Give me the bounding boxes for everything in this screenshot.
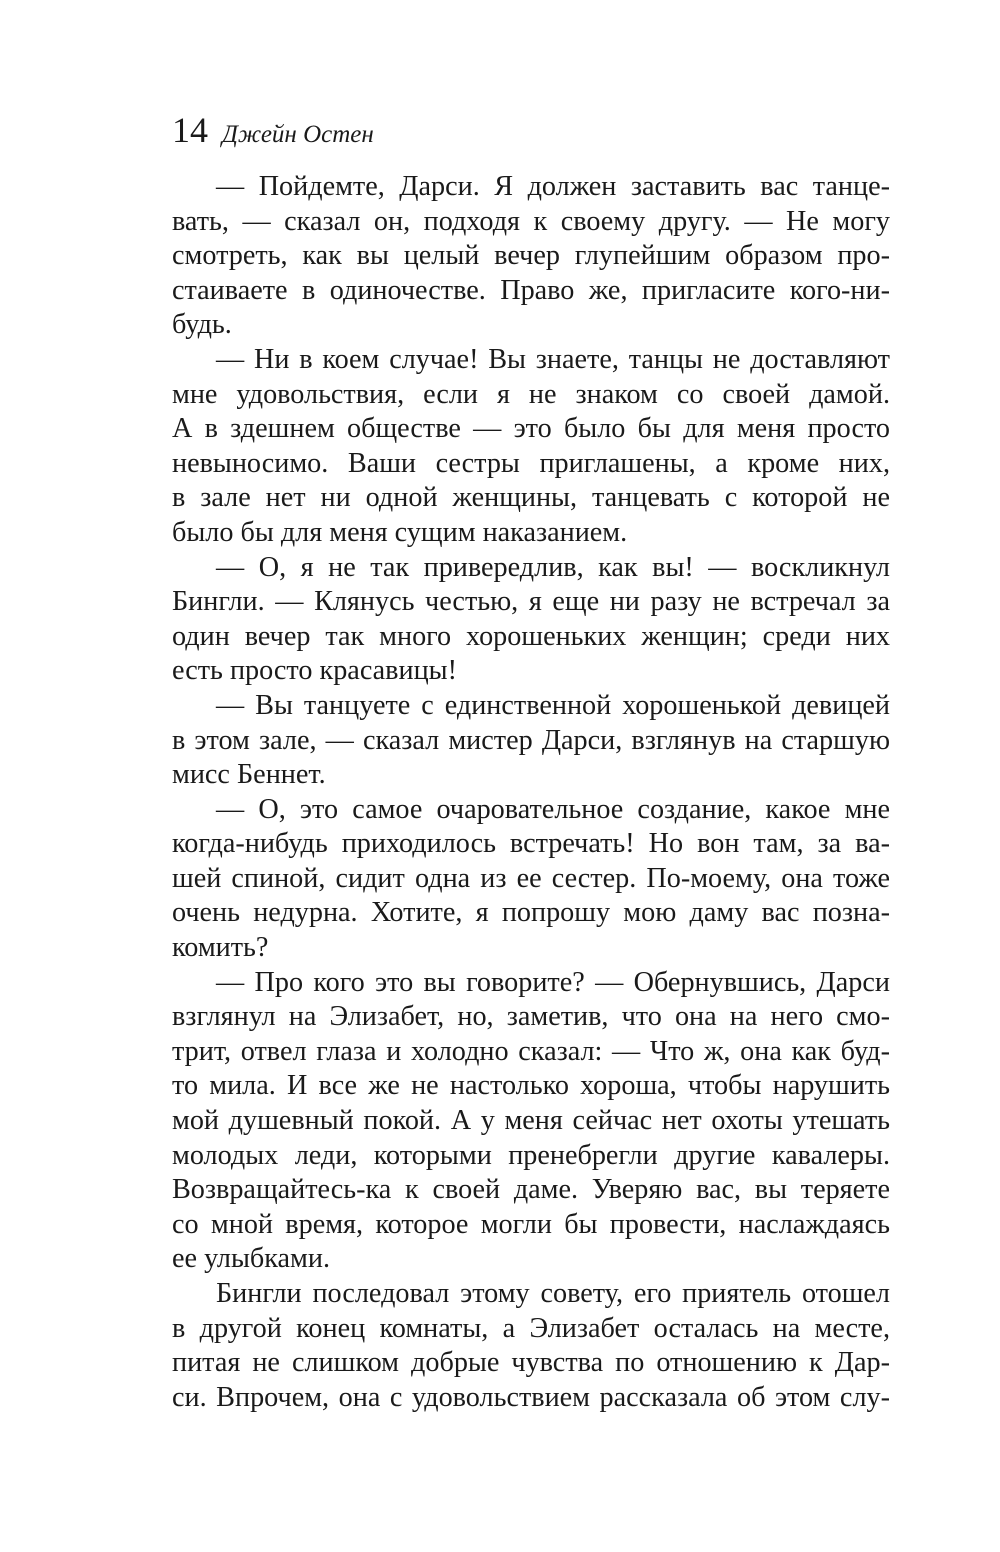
paragraph	[172, 551, 890, 689]
text-line: Возвращайтесь-ка к своей даме. Уверяю вас, вы теряете	[172, 1174, 890, 1206]
text-line: Бингли последовал этому совету, его приятель отошел	[216, 1278, 890, 1309]
text-line: вать, — сказал он, подходя к своему другу. — Не могу	[172, 205, 890, 237]
text-line: А в здешнем обществе — это было бы для меня просто	[172, 413, 890, 445]
text-line: мисс Беннет.	[172, 759, 326, 791]
text-line: ее улыбками.	[172, 1243, 331, 1275]
text-line: — Пойдемте, Дарси. Я должен заставить вас танце-	[216, 171, 890, 202]
text-line: очень недурна. Хотите, я попрошу мою даму вас позна-	[172, 897, 890, 929]
paragraph	[172, 793, 890, 966]
paragraph	[172, 170, 890, 343]
text-line: смотреть, как вы целый вечер глупейшим образом про-	[172, 240, 890, 272]
paragraph	[172, 343, 890, 551]
text-line: — Ни в коем случае! Вы знаете, танцы не доставляют	[216, 343, 890, 375]
text-line: когда-нибудь приходилось встречать! Но вон там, за ва-	[172, 828, 890, 860]
body-text	[172, 170, 890, 1415]
text-line: комить?	[172, 932, 269, 964]
text-line: мой душевный покой. А у меня сейчас нет охоты утешать	[172, 1105, 890, 1137]
text-line: было бы для меня сущим наказанием.	[172, 516, 628, 548]
text-line: в другой конец комнаты, а Элизабет осталась на месте,	[172, 1312, 890, 1344]
text-line: есть просто красавицы!	[172, 655, 457, 687]
text-line: будь.	[172, 309, 232, 341]
text-line: Бингли. — Клянусь честью, я еще ни разу не встречал за	[172, 586, 890, 618]
paragraph	[172, 966, 890, 1277]
text-line: — О, я не так привередлив, как вы! — воскликнул	[216, 551, 890, 583]
text-line: в зале нет ни одной женщины, танцевать с которой не	[172, 482, 890, 514]
running-head-author: Джейн Остен	[222, 121, 374, 148]
text-line: трит, отвел глаза и холодно сказал: — Что ж, она как буд-	[172, 1035, 890, 1067]
text-line: стаиваете в одиночестве. Право же, пригласите кого-ни-	[172, 274, 890, 306]
paragraph	[172, 1277, 890, 1415]
text-line: — Про кого это вы говорите? — Обернувшись, Дарси	[216, 966, 890, 998]
text-line: шей спиной, сидит одна из ее сестер. По-моему, она тоже	[172, 862, 890, 894]
text-line: один вечер так много хорошеньких женщин; среди них	[172, 620, 890, 652]
text-line: си. Впрочем, она с удовольствием рассказала об этом слу-	[172, 1381, 890, 1413]
text-line: невыносимо. Ваши сестры приглашены, а кроме них,	[172, 447, 890, 479]
text-line: в этом зале, — сказал мистер Дарси, взглянув на старшую	[172, 724, 890, 756]
text-line: молодых леди, которыми пренебрегли другие кавалеры.	[172, 1139, 890, 1171]
paragraph	[172, 689, 890, 793]
text-line: то мила. И все же не настолько хороша, чтобы нарушить	[172, 1070, 890, 1102]
text-line: питая не слишком добрые чувства по отношению к Дар-	[172, 1347, 890, 1379]
text-line: со мной время, которое могли бы провести, наслаждаясь	[172, 1208, 890, 1240]
text-line: — О, это самое очаровательное создание, какое мне	[216, 793, 890, 825]
running-head	[172, 108, 374, 157]
text-line: мне удовольствия, если я не знаком со своей дамой.	[172, 378, 890, 410]
page-number: 14	[172, 110, 208, 150]
text-line: — Вы танцуете с единственной хорошенькой девицей	[216, 689, 890, 721]
text-line: взглянул на Элизабет, но, заметив, что она на него смо-	[172, 1001, 890, 1033]
